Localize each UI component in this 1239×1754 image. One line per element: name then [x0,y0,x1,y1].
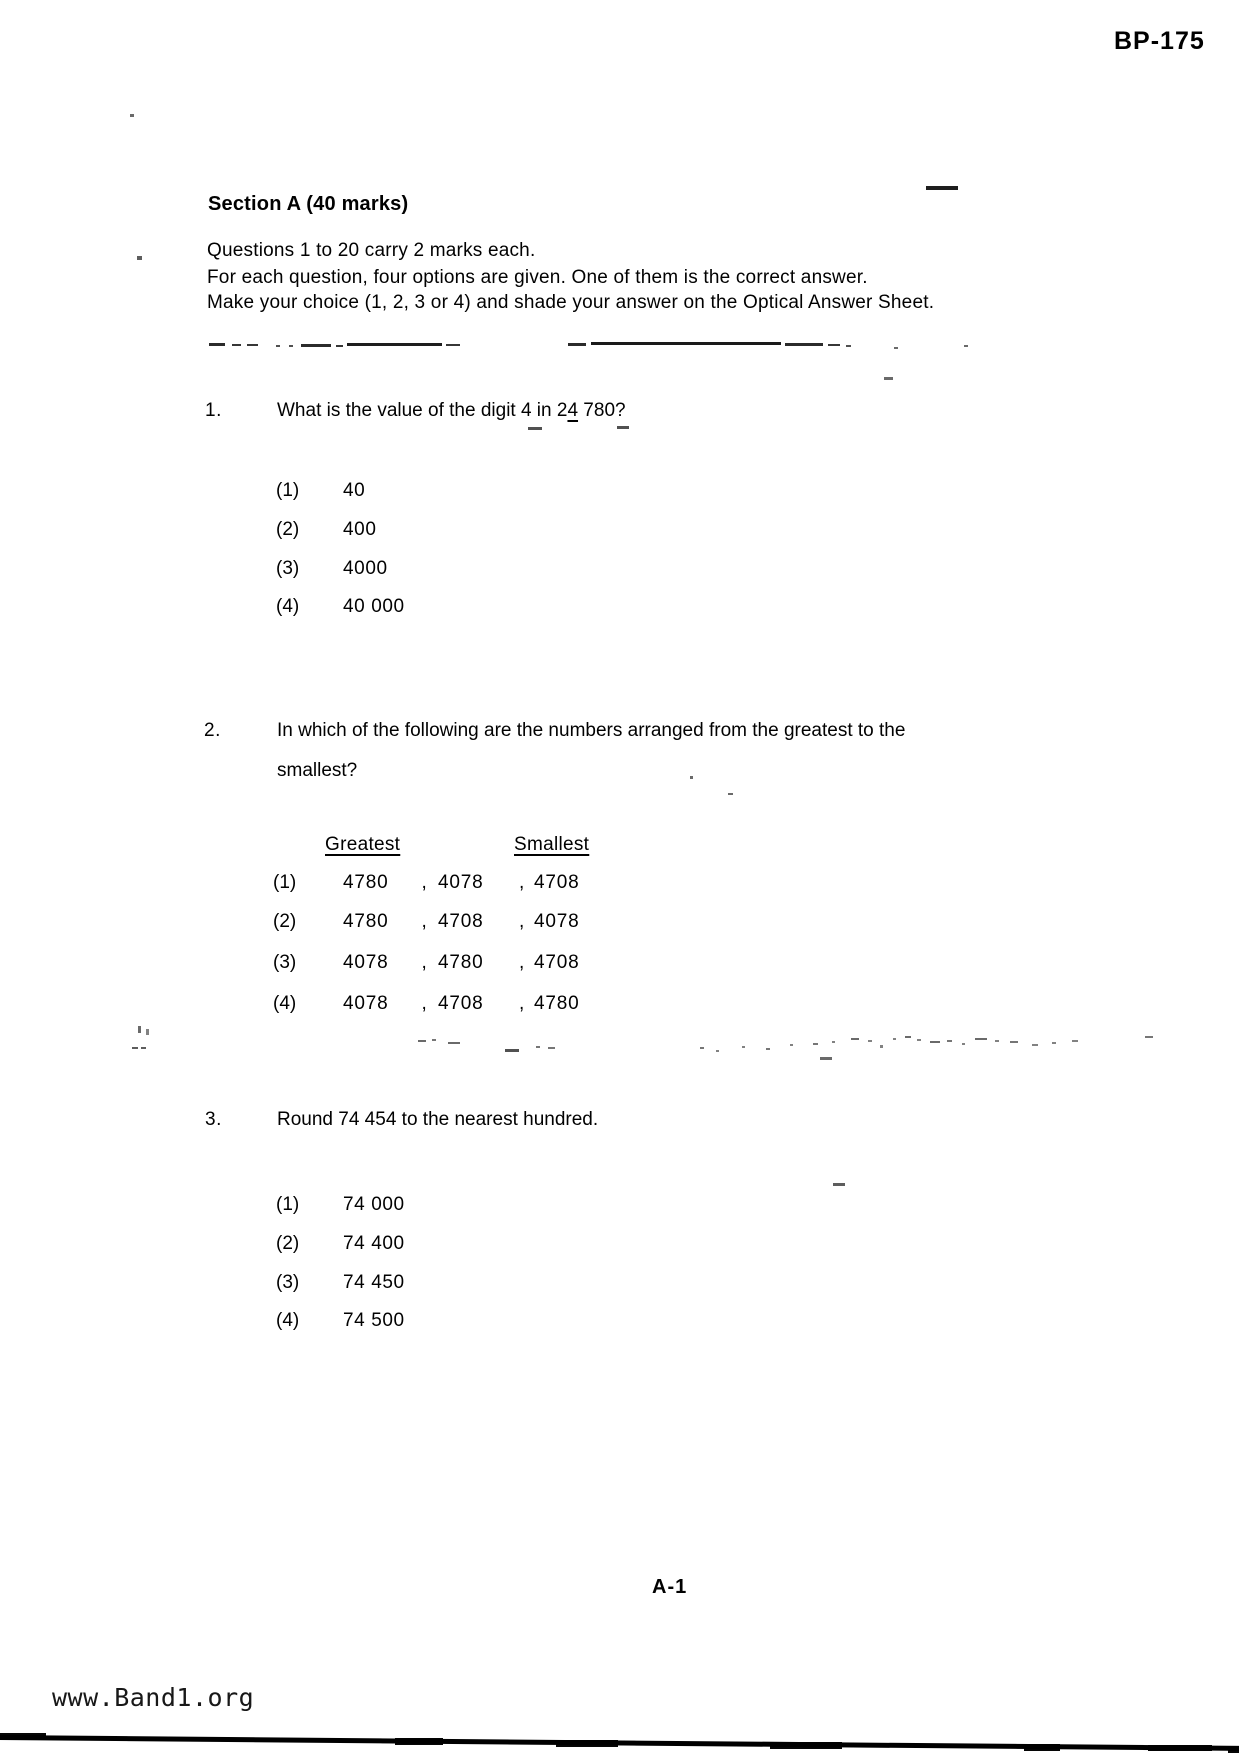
scan-artifact [448,1042,460,1044]
option-label: (4) [276,596,300,617]
question-text: In which of the following are the numbers arranged from the greatest to the [277,720,906,741]
option-label: (1) [276,480,300,501]
scan-artifact [591,342,781,345]
scan-artifact [820,1057,832,1060]
scan-artifact [137,256,142,260]
middle-value: 4078 [438,872,484,893]
question-text [277,399,626,423]
scan-artifact [548,1047,555,1049]
greatest-value: 4078 [343,952,389,973]
scan-artifact [766,1048,770,1050]
scan-artifact [568,343,586,346]
comma: , [518,993,526,1014]
option-label: (2) [276,519,300,540]
answer-option [276,479,365,503]
scan-artifact [141,1047,146,1049]
smallest-value: 4708 [534,952,580,973]
comma: , [421,872,428,893]
scan-artifact [1032,1044,1038,1046]
scan-artifact [617,426,629,429]
scan-artifact [1010,1041,1018,1043]
answer-option [276,518,377,542]
scan-artifact [846,345,851,347]
scan-artifact [347,343,442,346]
scan-artifact [905,1036,911,1038]
scan-artifact [833,1183,845,1186]
scan-artifact [851,1038,859,1040]
scan-artifact [742,1046,745,1048]
exam-code: BP-175 [1114,27,1205,55]
answer-option [276,557,388,581]
scan-artifact [418,1040,426,1042]
column-header-smallest: Smallest [514,834,590,855]
option-value: 74 000 [343,1194,405,1215]
option-value: 74 500 [343,1310,405,1331]
section-heading: Section A (40 marks) [208,193,409,215]
scan-artifact [536,1046,540,1048]
scan-artifact [880,1045,883,1048]
question-text-pre: What is the value of the digit 4 in 2 [277,400,568,421]
comma: , [421,993,428,1014]
scan-artifact [868,1040,872,1042]
option-label: (2) [276,1233,300,1254]
option-label: (4) [276,1310,300,1331]
option-value: 400 [343,519,377,540]
comma: , [518,911,526,932]
scan-artifact [790,1044,793,1046]
middle-value: 4780 [438,952,484,973]
option-label: (2) [273,911,297,932]
option-label: (4) [273,993,297,1014]
scan-artifact [289,345,293,347]
bottom-scan-line [0,1735,1239,1751]
table-row [273,871,579,895]
table-row [273,992,579,1016]
greatest-value: 4780 [343,872,389,893]
table-row [273,910,579,934]
middle-value: 4708 [438,993,484,1014]
scan-artifact [1052,1042,1056,1044]
middle-value: 4708 [438,911,484,932]
scan-artifact [446,344,460,346]
option-value: 74 400 [343,1233,405,1254]
scan-artifact [832,1041,835,1043]
answer-option [276,595,405,619]
question-number: 2. [204,720,222,741]
scan-artifact [528,427,542,430]
comma: , [518,872,526,893]
watermark-url: www.Band1.org [52,1683,255,1712]
option-label: (1) [273,872,297,893]
option-label: (3) [276,558,300,579]
instruction-line: Make your choice (1, 2, 3 or 4) and shade your answer on the Optical Answer Sheet. [207,292,935,313]
instruction-line: Questions 1 to 20 carry 2 marks each. [207,240,536,261]
scan-artifact [700,1047,704,1049]
scan-artifact [813,1043,818,1045]
answer-option [276,1232,405,1256]
scan-artifact [1145,1036,1153,1038]
scan-artifact [995,1040,999,1042]
question-text-post: 780? [578,400,626,421]
scan-artifact [964,345,968,347]
smallest-value: 4708 [534,872,580,893]
greatest-value: 4078 [343,993,389,1014]
answer-option [276,1271,405,1295]
scan-artifact [505,1049,519,1052]
option-label: (3) [276,1272,300,1293]
question-text: Round 74 454 to the nearest hundred. [277,1109,599,1130]
scan-artifact [232,344,241,346]
option-value: 40 000 [343,596,405,617]
scan-artifact [894,347,898,349]
option-label: (1) [276,1194,300,1215]
scan-artifact [336,345,343,347]
scan-artifact [917,1039,921,1041]
scan-artifact [146,1029,149,1035]
scan-artifact [962,1043,965,1045]
scan-artifact [1072,1040,1078,1042]
scan-artifact [690,776,693,779]
instruction-line: For each question, four options are given. One of them is the correct answer. [207,267,868,288]
scan-artifact [828,344,840,346]
scan-artifact [884,377,893,380]
column-header-greatest: Greatest [325,834,401,855]
option-value: 4000 [343,558,388,579]
question-text: smallest? [277,760,358,781]
scan-artifact [301,344,331,347]
scan-artifact [276,345,280,347]
smallest-value: 4078 [534,911,580,932]
underlined-digit: 4 [567,400,579,421]
scan-artifact [728,793,733,795]
scan-artifact [209,343,225,346]
question-number: 3. [205,1109,223,1130]
option-value: 74 450 [343,1272,405,1293]
option-value: 40 [343,480,366,501]
scan-artifact [247,344,258,346]
answer-option [276,1193,405,1217]
comma: , [421,952,428,973]
comma: , [421,911,428,932]
option-label: (3) [273,952,297,973]
scan-artifact [716,1050,719,1052]
scan-artifact [130,114,134,117]
scan-artifact [132,1047,138,1049]
scan-artifact [432,1039,436,1041]
table-row [273,951,579,975]
answer-option [276,1309,405,1333]
scan-artifact [785,343,823,346]
smallest-value: 4780 [534,993,580,1014]
scan-artifact [893,1038,896,1040]
page-number: A-1 [652,1576,688,1598]
comma: , [518,952,526,973]
question-number: 1. [205,400,223,421]
scan-artifact [930,1041,940,1043]
greatest-value: 4780 [343,911,389,932]
scan-artifact [975,1038,987,1040]
scan-artifact [138,1026,141,1033]
scan-artifact [926,186,958,190]
scan-artifact [947,1040,952,1042]
